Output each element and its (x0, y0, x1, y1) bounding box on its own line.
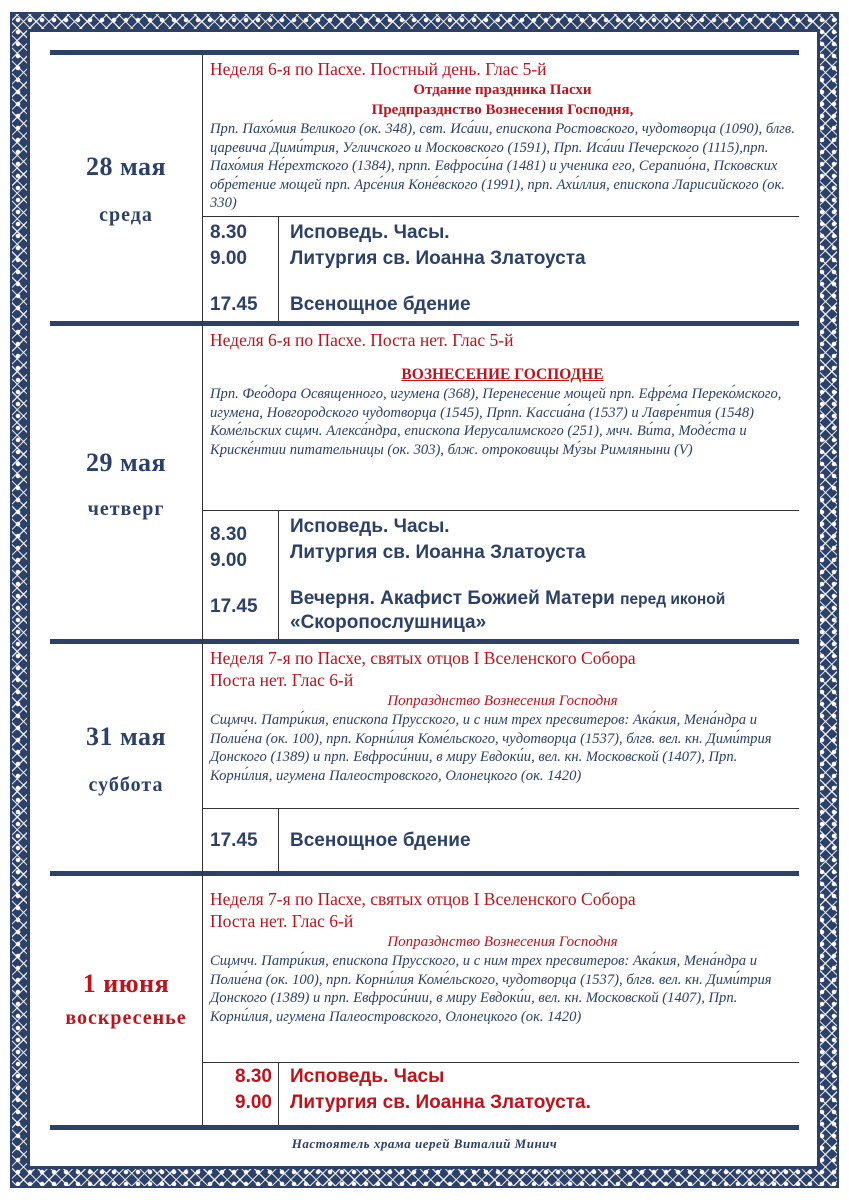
column-divider (202, 54, 203, 1125)
service-time: 8.30 (235, 1066, 272, 1087)
service-name: Всенощное бдение (290, 294, 471, 315)
info-times-divider (202, 808, 799, 809)
week-title: Неделя 6-я по Пасхе. Постный день. Глас 5-й (210, 59, 547, 79)
times-divider (278, 511, 279, 639)
service-name-continued: «Скоропослушница» (290, 612, 487, 633)
service-name-main: Вечерня. Акафист Божией Матери (290, 588, 615, 609)
service-name: Литургия св. Иоанна Златоуста (290, 542, 586, 563)
top-rule (50, 50, 799, 55)
service-name: Исповедь. Часы. (290, 222, 450, 243)
day-date: 1 июня (82, 969, 170, 998)
service-times (210, 828, 272, 854)
footer-signature: Настоятель храма иерей Виталий Минич (291, 1136, 558, 1151)
feast-title: Попразднство Вознесения Господня (387, 934, 618, 950)
day-weekday: суббота (88, 774, 164, 796)
feast-title: Отдание праздника Пасхи (413, 82, 592, 98)
service-list (290, 828, 795, 854)
day-date: 28 мая (85, 152, 167, 181)
day-separator (50, 871, 799, 876)
times-divider (278, 217, 279, 321)
service-time: 8.30 (210, 222, 247, 243)
service-name (290, 586, 795, 612)
service-time: 9.00 (235, 1092, 272, 1113)
saints-text: Прп. Фео́дора Освященного, игумена (368), Перенесение мощей прп. Ефре́ма Перeко́мского, игумена, Новгородского чудотворца (1545), Прпп. Кассиа́на (1537) и Лавре́нтия (1548) Коме́льских сщмч. Алекса́ндра, епископа Иерусалимского (251), мчч. Ви́та, Моде́ста и Криске́нтии питательницы (ок. 303), блж. отроковицы Му́зы Римляныни (V) (210, 386, 782, 458)
day-weekday: среда (99, 204, 153, 226)
service-times (210, 220, 272, 316)
service-name (290, 566, 795, 586)
service-name: Исповедь. Часы (290, 1066, 445, 1087)
feast-title: Предпразднство Вознесения Господня, (371, 102, 634, 118)
week-subtitle: Поста нет. Глас 6-й (210, 911, 354, 931)
day-info (210, 58, 795, 213)
service-time: 17.45 (210, 830, 258, 851)
day-info (210, 888, 795, 1026)
service-times (210, 522, 272, 620)
service-time: 17.45 (210, 294, 258, 315)
service-list (290, 220, 795, 316)
saints-text: Сщмчч. Патри́кия, епископа Прусского, и с ним трех пресвитеров: Ака́кия, Мена́ндра и Полие́на (ок. 100), прп. Корни́лия Коме́льского, чудотворца (1537), блгв. вел. кн. Дими́трия Донского (1389) и прп. Евфроси́нии, в миру Евдоки́и, вел. кн. Московской (1407), Прп. Корни́лия, игумена Палеостровского, Олонецкого (ок. 1420) (210, 953, 772, 1025)
service-time (210, 574, 272, 594)
day-separator (50, 639, 799, 644)
day-weekday: четверг (87, 498, 165, 520)
saints-text: Прп. Пахо́мия Великого (ок. 348), свт. Иса́ии, епископа Ростовского, чудотворца (1090), блгв. царевича Дими́трия, Угличского и Московского (1591), Прп. Иса́ии Печерского (1115),прп. Пахо́мия Не́рехтского (1384), прпп. Евфроси́на (1481) и ученика его, Серапио́на, Псковских обре́тение мощей прп. Арсе́ния Коне́вского (1991), прп. Ахи́ллия, епископа Ларисийского (ок. 330) (210, 121, 795, 212)
day-info (210, 647, 795, 785)
times-divider (278, 1063, 279, 1125)
service-time: 9.00 (210, 248, 247, 269)
day-info (210, 329, 795, 459)
day-date: 31 мая (85, 722, 167, 751)
service-name: Литургия св. Иоанна Златоуста (290, 248, 586, 269)
service-time: 8.30 (210, 524, 247, 545)
service-time: 17.45 (210, 596, 258, 617)
feast-title: Попразднство Вознесения Господня (387, 693, 618, 709)
bottom-rule (50, 1125, 799, 1130)
service-times (210, 1064, 272, 1116)
times-divider (278, 809, 279, 871)
service-name-note: перед иконой (620, 591, 726, 608)
service-time: 9.00 (210, 550, 247, 571)
week-title: Неделя 7-я по Пасхе, святых отцов I Вселенского Собора (210, 889, 636, 909)
saints-text: Сщмчч. Патри́кия, епископа Прусского, и с ним трех пресвитеров: Ака́кия, Мена́ндра и Полие́на (ок. 100), прп. Корни́лия Коме́льского, чудотворца (1537), блгв. вел. кн. Дими́трия Донского (1389) и прп. Евфроси́нии, в миру Евдоки́и, вел. кн. Московской (1407), Прп. Корни́лия, игумена Палеостровского, Олонецкого (ок. 1420) (210, 712, 772, 784)
week-subtitle: Поста нет. Глас 6-й (210, 670, 354, 690)
info-times-divider (202, 510, 799, 511)
service-name: Всенощное бдение (290, 830, 471, 851)
day-weekday: воскресенье (65, 1007, 187, 1029)
service-name: Литургия св. Иоанна Златоуста. (290, 1092, 591, 1113)
service-list (290, 1064, 795, 1116)
schedule-page (30, 32, 817, 1166)
service-list (290, 514, 795, 634)
info-times-divider (202, 1062, 799, 1063)
day-separator (50, 321, 799, 326)
info-times-divider (202, 216, 799, 217)
week-title: Неделя 7-я по Пасхе, святых отцов I Вселенского Собора (210, 648, 636, 668)
week-title: Неделя 6-я по Пасхе. Поста нет. Глас 5-й (210, 330, 514, 350)
day-date: 29 мая (85, 448, 167, 477)
service-name: Исповедь. Часы. (290, 516, 450, 537)
feast-title: ВОЗНЕСЕНИЕ ГОСПОДНЕ (401, 366, 604, 383)
